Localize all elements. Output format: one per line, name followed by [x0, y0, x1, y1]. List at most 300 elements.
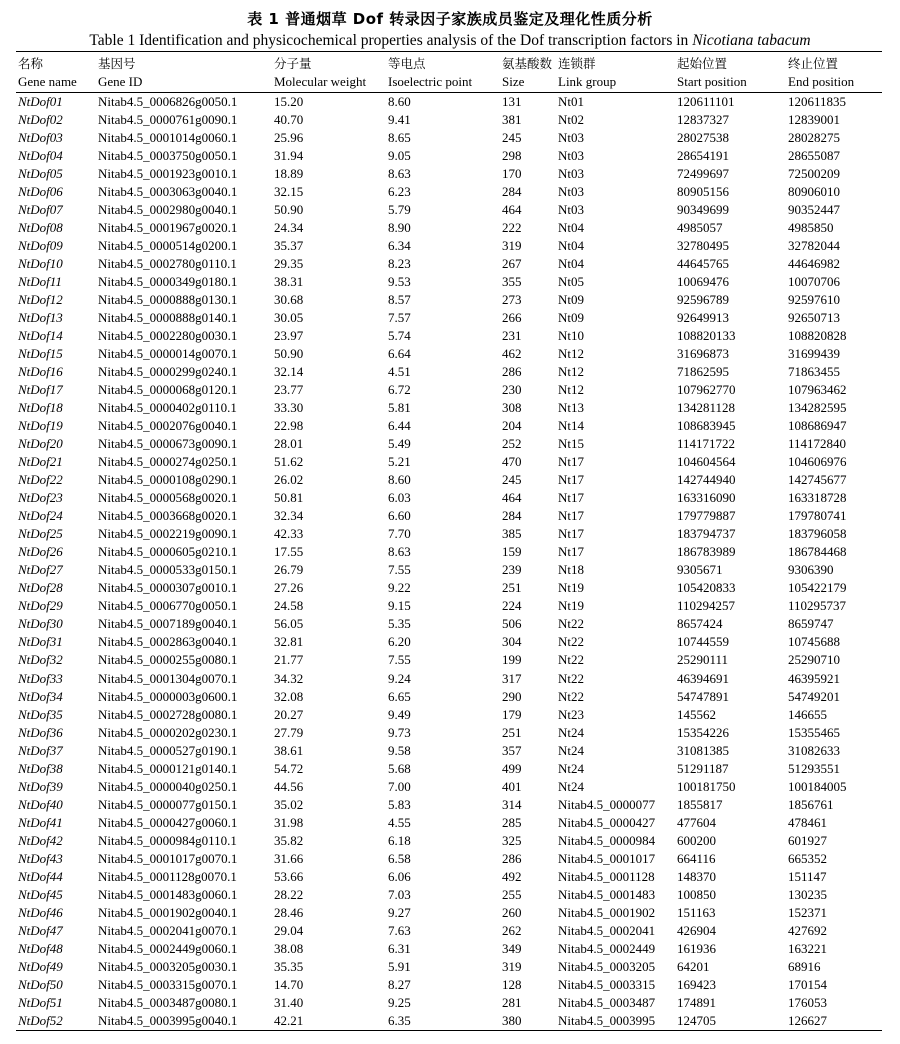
cell-gene-id: Nitab4.5_0000984g0110.1 [98, 832, 237, 848]
cell-end-position: 114172840 [788, 436, 847, 452]
cell-start-position: 108683945 [677, 418, 736, 434]
table-row [16, 922, 882, 940]
cell-start-position: 477604 [677, 814, 716, 830]
cell-end-position: 68916 [788, 958, 821, 974]
cell-end-position: 100184005 [788, 778, 847, 794]
table-row [16, 453, 882, 471]
cell-isoelectric-point: 5.91 [388, 958, 411, 974]
cell-end-position: 186784468 [788, 544, 847, 560]
cell-start-position: 25290111 [677, 652, 729, 668]
cell-molecular-weight: 35.35 [274, 958, 304, 974]
cell-end-position: 8659747 [788, 616, 834, 632]
cell-size: 385 [502, 526, 522, 542]
cell-start-position: 600200 [677, 832, 716, 848]
cell-isoelectric-point: 7.03 [388, 886, 411, 902]
cell-start-position: 90349699 [677, 202, 729, 218]
cell-gene-id: Nitab4.5_0003487g0080.1 [98, 994, 238, 1010]
cell-isoelectric-point: 8.63 [388, 544, 411, 560]
cell-link-group: Nt17 [558, 544, 584, 560]
cell-end-position: 104606976 [788, 454, 847, 470]
cell-end-position: 108820828 [788, 328, 847, 344]
cell-gene-id: Nitab4.5_0001967g0020.1 [98, 220, 238, 236]
cell-isoelectric-point: 8.27 [388, 976, 411, 992]
cell-gene-id: Nitab4.5_0001017g0070.1 [98, 850, 238, 866]
cell-molecular-weight: 20.27 [274, 706, 304, 722]
cell-link-group: Nt03 [558, 184, 584, 200]
header-row-english [16, 73, 882, 93]
cell-size: 224 [502, 598, 522, 614]
cell-size: 222 [502, 220, 522, 236]
cell-link-group: Nt17 [558, 490, 584, 506]
cell-molecular-weight: 29.35 [274, 256, 304, 272]
cell-end-position: 10745688 [788, 634, 840, 650]
cell-gene-id: Nitab4.5_0000761g0090.1 [98, 112, 238, 128]
table-row [16, 832, 882, 850]
cell-gene-id: Nitab4.5_0000605g0210.1 [98, 544, 238, 560]
cell-link-group: Nitab4.5_0001902 [558, 904, 656, 920]
cell-size: 159 [502, 544, 522, 560]
table-row [16, 201, 882, 219]
cell-gene-id: Nitab4.5_0003668g0020.1 [98, 508, 238, 524]
cell-gene-name: NtDof13 [18, 310, 63, 326]
table-row [16, 219, 882, 237]
table-row [16, 435, 882, 453]
table-row [16, 904, 882, 922]
cell-molecular-weight: 28.01 [274, 436, 304, 452]
cell-isoelectric-point: 6.60 [388, 508, 411, 524]
cell-size: 314 [502, 796, 522, 812]
cell-gene-id: Nitab4.5_0000274g0250.1 [98, 454, 238, 470]
cell-gene-name: NtDof15 [18, 346, 63, 362]
cell-size: 170 [502, 166, 522, 182]
table-row [16, 471, 882, 489]
cell-size: 355 [502, 274, 522, 290]
cell-start-position: 664116 [677, 850, 716, 866]
cell-gene-name: NtDof06 [18, 184, 63, 200]
cell-start-position: 10069476 [677, 274, 729, 290]
cell-isoelectric-point: 5.81 [388, 400, 411, 416]
cell-link-group: Nt24 [558, 742, 584, 758]
cell-end-position: 31699439 [788, 346, 840, 362]
cell-size: 255 [502, 886, 522, 902]
cell-start-position: 4985057 [677, 220, 723, 236]
cell-start-position: 64201 [677, 958, 710, 974]
cell-end-position: 10070706 [788, 274, 840, 290]
cell-link-group: Nt12 [558, 346, 584, 362]
cell-end-position: 80906010 [788, 184, 840, 200]
cell-gene-id: Nitab4.5_0001304g0070.1 [98, 670, 238, 686]
cell-isoelectric-point: 7.55 [388, 652, 411, 668]
cell-gene-id: Nitab4.5_0000527g0190.1 [98, 742, 238, 758]
table-body [16, 93, 882, 1031]
table-row [16, 886, 882, 904]
cell-isoelectric-point: 6.34 [388, 238, 411, 254]
cell-end-position: 478461 [788, 814, 827, 830]
cell-end-position: 31082633 [788, 742, 840, 758]
cell-start-position: 31081385 [677, 742, 729, 758]
cell-end-position: 120611835 [788, 94, 847, 109]
cell-isoelectric-point: 6.03 [388, 490, 411, 506]
cell-size: 462 [502, 346, 522, 362]
header-row-chinese [16, 52, 882, 74]
cell-molecular-weight: 54.72 [274, 760, 304, 776]
cell-end-position: 15355465 [788, 724, 840, 740]
cell-molecular-weight: 38.31 [274, 274, 304, 290]
table-row [16, 615, 882, 633]
table-row [16, 994, 882, 1012]
cell-size: 262 [502, 922, 522, 938]
table-row [16, 1012, 882, 1031]
cell-end-position: 176053 [788, 994, 827, 1010]
cell-gene-name: NtDof03 [18, 130, 63, 146]
cell-link-group: Nitab4.5_0001017 [558, 850, 656, 866]
cell-gene-name: NtDof42 [18, 832, 63, 848]
cell-gene-id: Nitab4.5_0000299g0240.1 [98, 364, 238, 380]
cell-size: 204 [502, 418, 522, 434]
header-en-end-position: End position [788, 74, 855, 89]
cell-gene-name: NtDof52 [18, 1012, 63, 1028]
cell-gene-name: NtDof36 [18, 724, 63, 740]
cell-gene-name: NtDof32 [18, 652, 63, 668]
cell-link-group: Nt05 [558, 274, 584, 290]
cell-end-position: 170154 [788, 976, 827, 992]
cell-gene-id: Nitab4.5_0002449g0060.1 [98, 940, 238, 956]
cell-start-position: 186783989 [677, 544, 736, 560]
cell-molecular-weight: 42.21 [274, 1012, 304, 1028]
cell-molecular-weight: 18.89 [274, 166, 304, 182]
cell-end-position: 46395921 [788, 670, 840, 686]
cell-size: 470 [502, 454, 522, 470]
cell-start-position: 179779887 [677, 508, 736, 524]
cell-size: 252 [502, 436, 522, 452]
cell-gene-id: Nitab4.5_0000307g0010.1 [98, 580, 238, 596]
header-cn-gene-name: 名称 [18, 56, 44, 71]
table-row [16, 327, 882, 345]
cell-gene-id: Nitab4.5_0000533g0150.1 [98, 562, 238, 578]
cell-isoelectric-point: 4.51 [388, 364, 411, 380]
cell-gene-name: NtDof09 [18, 238, 63, 254]
cell-isoelectric-point: 7.63 [388, 922, 411, 938]
cell-molecular-weight: 22.98 [274, 418, 304, 434]
cell-isoelectric-point: 9.24 [388, 670, 411, 686]
cell-gene-name: NtDof07 [18, 202, 63, 218]
cell-start-position: 183794737 [677, 526, 736, 542]
cell-isoelectric-point: 6.06 [388, 868, 411, 884]
table-row [16, 633, 882, 651]
cell-molecular-weight: 31.94 [274, 148, 304, 164]
table-title-chinese: 表 1 普通烟草 Dof 转录因子家族成员鉴定及理化性质分析 [247, 10, 653, 28]
cell-size: 260 [502, 904, 522, 920]
cell-isoelectric-point: 8.63 [388, 166, 411, 182]
cell-start-position: 12837327 [677, 112, 729, 128]
cell-size: 231 [502, 328, 522, 344]
cell-molecular-weight: 44.56 [274, 778, 304, 794]
table-title-english-text: Table 1 Identification and physicochemical properties analysis of the Dof transcription factors in [89, 32, 693, 49]
cell-gene-name: NtDof47 [18, 922, 63, 938]
cell-start-position: 110294257 [677, 598, 736, 614]
cell-isoelectric-point: 6.23 [388, 184, 411, 200]
cell-size: 319 [502, 238, 522, 254]
cell-molecular-weight: 27.26 [274, 580, 304, 596]
cell-link-group: Nt13 [558, 400, 584, 416]
cell-molecular-weight: 33.30 [274, 400, 304, 416]
cell-isoelectric-point: 9.25 [388, 994, 411, 1010]
cell-end-position: 1856761 [788, 796, 834, 812]
cell-gene-name: NtDof18 [18, 400, 63, 416]
cell-isoelectric-point: 9.53 [388, 274, 411, 290]
cell-start-position: 174891 [677, 994, 716, 1010]
cell-link-group: Nt24 [558, 760, 584, 776]
table-row [16, 724, 882, 742]
cell-gene-id: Nitab4.5_0000568g0020.1 [98, 490, 238, 506]
cell-end-position: 25290710 [788, 652, 840, 668]
cell-start-position: 145562 [677, 706, 716, 722]
cell-molecular-weight: 28.22 [274, 886, 304, 902]
table-row [16, 651, 882, 669]
cell-isoelectric-point: 5.49 [388, 436, 411, 452]
cell-size: 401 [502, 778, 522, 794]
cell-gene-id: Nitab4.5_0001014g0060.1 [98, 130, 238, 146]
cell-molecular-weight: 24.34 [274, 220, 304, 236]
cell-link-group: Nt22 [558, 670, 584, 686]
cell-end-position: 183796058 [788, 526, 847, 542]
cell-link-group: Nt01 [558, 94, 584, 109]
cell-link-group: Nt22 [558, 616, 584, 632]
table-row [16, 742, 882, 760]
cell-gene-name: NtDof31 [18, 634, 63, 650]
dof-properties-table [16, 51, 882, 1031]
cell-gene-id: Nitab4.5_0000673g0090.1 [98, 436, 238, 452]
cell-molecular-weight: 50.90 [274, 346, 304, 362]
cell-gene-name: NtDof19 [18, 418, 63, 434]
cell-end-position: 90352447 [788, 202, 840, 218]
cell-gene-id: Nitab4.5_0002728g0080.1 [98, 706, 238, 722]
cell-isoelectric-point: 5.21 [388, 454, 411, 470]
cell-size: 286 [502, 364, 522, 380]
cell-end-position: 92650713 [788, 310, 840, 326]
cell-gene-name: NtDof20 [18, 436, 63, 452]
header-cn-isoelectric-point: 等电点 [388, 56, 426, 71]
table-row [16, 814, 882, 832]
table-row [16, 670, 882, 688]
cell-gene-id: Nitab4.5_0000888g0140.1 [98, 310, 238, 326]
cell-link-group: Nt14 [558, 418, 584, 434]
table-row [16, 976, 882, 994]
cell-size: 239 [502, 562, 522, 578]
cell-gene-id: Nitab4.5_0001128g0070.1 [98, 868, 237, 884]
header-cn-size: 氨基酸数 [502, 56, 553, 71]
cell-link-group: Nitab4.5_0003205 [558, 958, 656, 974]
cell-molecular-weight: 15.20 [274, 94, 304, 109]
table-row [16, 183, 882, 201]
table-row [16, 237, 882, 255]
cell-gene-name: NtDof25 [18, 526, 63, 542]
cell-start-position: 15354226 [677, 724, 729, 740]
cell-link-group: Nt22 [558, 652, 584, 668]
cell-molecular-weight: 27.79 [274, 724, 304, 740]
cell-gene-name: NtDof29 [18, 598, 63, 614]
cell-gene-name: NtDof14 [18, 328, 63, 344]
table-row [16, 255, 882, 273]
header-cn-link-group: 连锁群 [558, 56, 596, 71]
cell-size: 357 [502, 742, 522, 758]
cell-gene-name: NtDof10 [18, 256, 63, 272]
cell-gene-id: Nitab4.5_0000514g0200.1 [98, 238, 238, 254]
cell-gene-id: Nitab4.5_0000077g0150.1 [98, 796, 238, 812]
cell-gene-name: NtDof44 [18, 868, 63, 884]
table-row [16, 561, 882, 579]
cell-gene-id: Nitab4.5_0002863g0040.1 [98, 634, 238, 650]
cell-gene-name: NtDof02 [18, 112, 63, 128]
table-row [16, 309, 882, 327]
cell-molecular-weight: 32.14 [274, 364, 304, 380]
cell-link-group: Nt12 [558, 382, 584, 398]
cell-size: 317 [502, 670, 522, 686]
cell-end-position: 71863455 [788, 364, 840, 380]
cell-molecular-weight: 50.90 [274, 202, 304, 218]
cell-gene-name: NtDof49 [18, 958, 63, 974]
cell-size: 492 [502, 868, 522, 884]
cell-molecular-weight: 51.62 [274, 454, 304, 470]
cell-start-position: 114171722 [677, 436, 736, 452]
cell-end-position: 28028275 [788, 130, 840, 146]
table-row [16, 525, 882, 543]
cell-link-group: Nt17 [558, 472, 584, 488]
cell-gene-name: NtDof04 [18, 148, 63, 164]
cell-start-position: 32780495 [677, 238, 729, 254]
cell-gene-name: NtDof23 [18, 490, 63, 506]
cell-start-position: 100850 [677, 886, 716, 902]
table-title-english [0, 32, 900, 50]
cell-link-group: Nt03 [558, 148, 584, 164]
cell-size: 251 [502, 724, 522, 740]
cell-start-position: 72499697 [677, 166, 729, 182]
cell-link-group: Nitab4.5_0000077 [558, 796, 656, 812]
cell-gene-id: Nitab4.5_0003750g0050.1 [98, 148, 238, 164]
cell-link-group: Nt22 [558, 688, 584, 704]
cell-isoelectric-point: 5.83 [388, 796, 411, 812]
cell-gene-id: Nitab4.5_0001923g0010.1 [98, 166, 238, 182]
header-en-molecular-weight: Molecular weight [274, 74, 367, 89]
cell-gene-name: NtDof40 [18, 796, 63, 812]
cell-size: 128 [502, 976, 522, 992]
cell-start-position: 105420833 [677, 580, 736, 596]
cell-size: 266 [502, 310, 522, 326]
cell-end-position: 107963462 [788, 382, 847, 398]
cell-molecular-weight: 35.37 [274, 238, 304, 254]
table-row [16, 489, 882, 507]
cell-gene-id: Nitab4.5_0000202g0230.1 [98, 724, 238, 740]
cell-start-position: 151163 [677, 904, 716, 920]
cell-gene-id: Nitab4.5_0003063g0040.1 [98, 184, 238, 200]
cell-isoelectric-point: 8.23 [388, 256, 411, 272]
cell-molecular-weight: 21.77 [274, 652, 304, 668]
cell-end-position: 665352 [788, 850, 827, 866]
table-row [16, 111, 882, 129]
header-en-gene-name: Gene name [18, 74, 77, 89]
cell-size: 273 [502, 292, 522, 308]
header-cn-molecular-weight: 分子量 [274, 56, 312, 71]
cell-gene-id: Nitab4.5_0006826g0050.1 [98, 94, 238, 109]
cell-isoelectric-point: 6.18 [388, 832, 411, 848]
cell-end-position: 110295737 [788, 598, 847, 614]
cell-isoelectric-point: 8.65 [388, 130, 411, 146]
cell-isoelectric-point: 9.41 [388, 112, 411, 128]
cell-gene-name: NtDof12 [18, 292, 63, 308]
table-row [16, 597, 882, 615]
cell-end-position: 54749201 [788, 688, 840, 704]
cell-size: 284 [502, 508, 522, 524]
cell-end-position: 126627 [788, 1012, 827, 1028]
cell-link-group: Nitab4.5_0000427 [558, 814, 656, 830]
cell-end-position: 151147 [788, 868, 827, 884]
cell-gene-name: NtDof51 [18, 994, 63, 1010]
cell-isoelectric-point: 9.73 [388, 724, 411, 740]
cell-isoelectric-point: 6.20 [388, 634, 411, 650]
cell-size: 380 [502, 1012, 522, 1028]
cell-isoelectric-point: 9.22 [388, 580, 411, 596]
cell-start-position: 31696873 [677, 346, 729, 362]
cell-molecular-weight: 32.81 [274, 634, 304, 650]
cell-gene-name: NtDof50 [18, 976, 63, 992]
species-name: Nicotiana tabacum [692, 32, 811, 49]
table-row [16, 507, 882, 525]
cell-start-position: 46394691 [677, 670, 729, 686]
cell-link-group: Nt03 [558, 166, 584, 182]
table-row [16, 760, 882, 778]
cell-link-group: Nitab4.5_0000984 [558, 832, 656, 848]
cell-link-group: Nt19 [558, 580, 584, 596]
cell-start-position: 1855817 [677, 796, 723, 812]
cell-molecular-weight: 32.15 [274, 184, 304, 200]
cell-gene-id: Nitab4.5_0000427g0060.1 [98, 814, 238, 830]
cell-gene-id: Nitab4.5_0003205g0030.1 [98, 958, 238, 974]
table-row [16, 688, 882, 706]
cell-end-position: 152371 [788, 904, 827, 920]
cell-molecular-weight: 32.08 [274, 688, 304, 704]
cell-size: 199 [502, 652, 522, 668]
cell-size: 308 [502, 400, 522, 416]
cell-gene-name: NtDof05 [18, 166, 63, 182]
cell-isoelectric-point: 9.27 [388, 904, 411, 920]
cell-molecular-weight: 31.40 [274, 994, 304, 1010]
table-row [16, 868, 882, 886]
header-cn-start-position: 起始位置 [677, 56, 728, 71]
table-row [16, 363, 882, 381]
cell-link-group: Nt04 [558, 256, 584, 272]
cell-start-position: 120611101 [677, 94, 735, 109]
cell-link-group: Nt10 [558, 328, 584, 344]
cell-end-position: 163221 [788, 940, 827, 956]
cell-isoelectric-point: 6.44 [388, 418, 411, 434]
cell-start-position: 92596789 [677, 292, 729, 308]
cell-gene-id: Nitab4.5_0000888g0130.1 [98, 292, 238, 308]
cell-isoelectric-point: 5.35 [388, 616, 411, 632]
cell-gene-name: NtDof34 [18, 688, 63, 704]
cell-end-position: 142745677 [788, 472, 847, 488]
cell-start-position: 44645765 [677, 256, 729, 272]
cell-start-position: 51291187 [677, 760, 729, 776]
table-row [16, 958, 882, 976]
cell-end-position: 4985850 [788, 220, 834, 236]
cell-end-position: 9306390 [788, 562, 834, 578]
cell-gene-name: NtDof37 [18, 742, 63, 758]
cell-end-position: 28655087 [788, 148, 840, 164]
cell-size: 284 [502, 184, 522, 200]
cell-gene-id: Nitab4.5_0002076g0040.1 [98, 418, 238, 434]
cell-link-group: Nitab4.5_0003487 [558, 994, 656, 1010]
cell-start-position: 10744559 [677, 634, 729, 650]
